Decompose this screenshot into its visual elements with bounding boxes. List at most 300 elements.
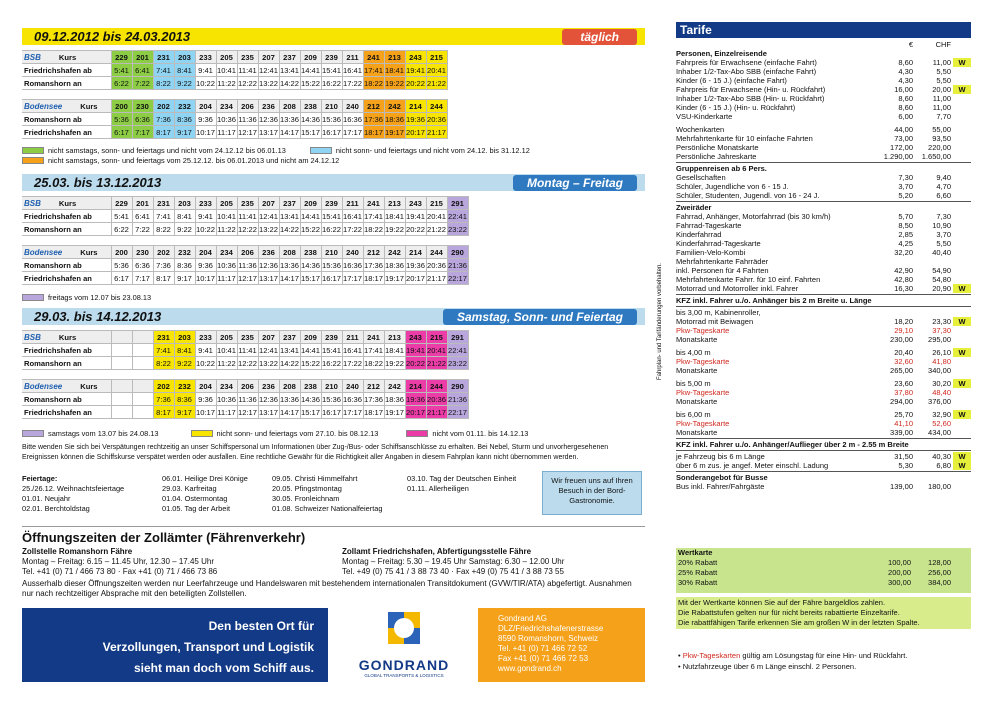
tariff-row: Pkw-Tageskarte 37,80 48,40 bbox=[676, 388, 951, 397]
row-label: Friedrichshafen an bbox=[22, 126, 111, 139]
row-label: BSB Kurs bbox=[22, 51, 111, 64]
tariff-row: Mehrfahrtenkarte Fahrräder bbox=[676, 257, 769, 266]
departure-time: 10:36 bbox=[216, 394, 236, 404]
departure-time: 5:41 bbox=[111, 210, 132, 223]
course-number: 235 bbox=[237, 331, 258, 344]
row-label: Bodensee Kurs bbox=[22, 246, 111, 259]
holiday-item: 25./26.12. Weihnachtsfeiertage bbox=[22, 484, 125, 493]
departure-time: 6:17 bbox=[111, 272, 132, 285]
departure-time: 10:22 bbox=[195, 224, 215, 234]
wertkarte-note-line: Mit der Wertkarte können Sie auf der Fähre bargeldlos zahlen. bbox=[678, 598, 886, 607]
departure-time: 9:36 bbox=[195, 393, 216, 406]
departure-time: 19:22 bbox=[384, 358, 404, 368]
departure-time: 16:22 bbox=[321, 358, 341, 368]
section3-header bbox=[22, 308, 645, 325]
legend-s1-b: nicht samstags, sonn- und feiertags vom 25.12.12. bis 06.01.2013 und nicht am 24.12.12 bbox=[22, 156, 339, 165]
departure-time: 22:17 bbox=[447, 273, 467, 283]
departure-time: 9:41 bbox=[195, 64, 216, 77]
departure-time: 19:17 bbox=[384, 407, 404, 417]
tariff-row: Persönliche Monatskarte 172,00 220,00 bbox=[676, 143, 951, 152]
departure-time: 11:22 bbox=[217, 358, 236, 368]
departure-time: 5:36 bbox=[111, 113, 132, 126]
departure-time: 7:17 bbox=[132, 126, 153, 139]
departure-time: 8:36 bbox=[174, 393, 195, 406]
departure-time: 15:41 bbox=[321, 345, 341, 355]
course-number: 210 bbox=[321, 100, 342, 113]
course-number: 206 bbox=[237, 100, 258, 113]
customs-section bbox=[22, 526, 645, 599]
tariff-row: Kinder (6 - 15 J.) (einfache Fahrt) 4,30 5,50 bbox=[676, 76, 951, 85]
wertkarte-row: 30% Rabatt 300,00 384,00 bbox=[678, 578, 951, 587]
course-number: 208 bbox=[279, 246, 300, 259]
course-number: 212 bbox=[363, 246, 384, 259]
address-line: Tel. +41 (0) 71 466 72 52 bbox=[498, 644, 588, 653]
departure-time: 23:22 bbox=[447, 358, 467, 368]
departure-time: 13:36 bbox=[279, 394, 299, 404]
course-number: 232 bbox=[174, 246, 195, 259]
departure-time: 10:22 bbox=[195, 358, 215, 368]
departure-time: 18:36 bbox=[384, 260, 404, 270]
tariff-row: bis 6,00 m 25,70 32,90 W bbox=[676, 410, 971, 419]
departure-time: 17:22 bbox=[342, 224, 362, 234]
course-number: 242 bbox=[384, 246, 405, 259]
course-number: 231 bbox=[153, 51, 174, 64]
course-number: 239 bbox=[321, 197, 342, 210]
departure-time: 15:36 bbox=[321, 394, 341, 404]
departure-time: 10:17 bbox=[195, 407, 215, 417]
tariff-row: Monatskarte 265,00 340,00 bbox=[676, 366, 951, 375]
tariff-row: Bus inkl. Fahrer/Fahrgäste 139,00 180,00 bbox=[676, 482, 951, 491]
course-number: 215 bbox=[426, 51, 447, 64]
course-number: 241 bbox=[363, 197, 384, 210]
course-number: 231 bbox=[153, 331, 174, 344]
course-number: 236 bbox=[258, 100, 279, 113]
departure-time: 8:41 bbox=[174, 210, 195, 223]
holiday-item: 20.05. Pfingstmontag bbox=[272, 484, 342, 493]
timetable-s2-rh bbox=[22, 245, 469, 285]
departure-time: 17:36 bbox=[363, 114, 383, 124]
departure-time: 16:17 bbox=[321, 273, 341, 283]
departure-time: 13:22 bbox=[258, 78, 278, 88]
holiday-item: 01.05. Tag der Arbeit bbox=[162, 504, 231, 513]
departure-time: 18:17 bbox=[363, 407, 383, 417]
address-line: www.gondrand.ch bbox=[498, 664, 562, 673]
course-number: 239 bbox=[321, 51, 342, 64]
course-number: 230 bbox=[132, 100, 153, 113]
tariff-row: Kinderfahrrad 2,85 3,70 bbox=[676, 230, 951, 239]
departure-time: 23:22 bbox=[447, 224, 467, 234]
departure-time: 18:17 bbox=[363, 273, 383, 283]
departure-time: 11:36 bbox=[238, 394, 257, 404]
departure-time bbox=[132, 344, 153, 357]
row-label: Romanshorn an bbox=[22, 223, 111, 236]
departure-time: 7:36 bbox=[153, 259, 174, 272]
departure-time: 10:41 bbox=[216, 211, 236, 221]
holiday-item: 01.01. Neujahr bbox=[22, 494, 71, 503]
course-number: 237 bbox=[279, 331, 300, 344]
course-number: 234 bbox=[216, 380, 237, 393]
departure-time: 8:41 bbox=[174, 344, 195, 357]
departure-time: 11:36 bbox=[238, 114, 257, 124]
departure-time: 14:36 bbox=[300, 394, 320, 404]
course-number: 210 bbox=[321, 246, 342, 259]
departure-time: 11:22 bbox=[217, 224, 236, 234]
course-number: 211 bbox=[342, 331, 363, 344]
course-number: 229 bbox=[111, 51, 132, 64]
row-label: BSB Kurs bbox=[22, 331, 111, 344]
course-number: 200 bbox=[111, 100, 132, 113]
departure-time: 19:17 bbox=[384, 127, 404, 137]
section3-title: 29.03. bis 14.12.2013 bbox=[34, 309, 162, 324]
departure-time: 9:17 bbox=[174, 272, 195, 285]
course-number: 207 bbox=[258, 51, 279, 64]
departure-time: 20:22 bbox=[405, 358, 425, 368]
customs-b-title: Zollamt Friedrichshafen, Abfertigungsstelle Fähre bbox=[342, 547, 532, 556]
departure-time: 20:36 bbox=[426, 114, 446, 124]
section2-tag: Montag – Freitag bbox=[513, 175, 637, 191]
wertkarte-note bbox=[676, 597, 971, 629]
course-number: 229 bbox=[111, 197, 132, 210]
departure-time: 19:41 bbox=[405, 211, 425, 221]
course-number: 237 bbox=[279, 197, 300, 210]
tariff-row: je Fahrzeug bis 6 m Länge 31,50 40,30 W bbox=[676, 452, 971, 461]
departure-time: 20:17 bbox=[405, 407, 425, 417]
tariff-row: Pkw-Tageskarte 32,60 41,80 bbox=[676, 357, 951, 366]
course-number: 211 bbox=[342, 197, 363, 210]
gondrand-address bbox=[478, 608, 645, 682]
departure-time: 14:41 bbox=[300, 345, 320, 355]
tarife-title: Tarife bbox=[676, 22, 971, 38]
row-label: Romanshorn ab bbox=[22, 393, 111, 406]
departure-time: 6:36 bbox=[132, 259, 153, 272]
departure-time: 19:36 bbox=[405, 260, 425, 270]
course-number: 202 bbox=[153, 100, 174, 113]
departure-time: 6:41 bbox=[132, 210, 153, 223]
departure-time: 17:41 bbox=[363, 65, 383, 75]
course-number: 290 bbox=[447, 380, 468, 393]
tariff-row: Inhaber 1/2-Tax-Abo SBB (einfache Fahrt) 4,30 5,50 bbox=[676, 67, 951, 76]
departure-time: 15:22 bbox=[300, 78, 320, 88]
departure-time: 18:41 bbox=[384, 65, 404, 75]
departure-time: 12:22 bbox=[237, 358, 257, 368]
ad-slogan: Den besten Ort für Verzollungen, Transport und Logistik sieht man doch vom Schiff aus. bbox=[22, 608, 328, 682]
departure-time: 8:36 bbox=[174, 113, 195, 126]
departure-time: 5:41 bbox=[111, 64, 132, 77]
departure-time bbox=[132, 393, 153, 406]
departure-time: 10:41 bbox=[216, 65, 236, 75]
departure-time: 19:41 bbox=[405, 65, 425, 75]
course-number: 204 bbox=[195, 246, 216, 259]
departure-time: 9:36 bbox=[195, 259, 216, 272]
section1-title: 09.12.2012 bis 24.03.2013 bbox=[34, 29, 191, 44]
course-number: 213 bbox=[384, 331, 405, 344]
row-label: Friedrichshafen an bbox=[22, 272, 111, 285]
tariff-row: bis 4,00 m 20,40 26,10 W bbox=[676, 348, 971, 357]
tariff-row: Kinder (6 - 15 J.) (Hin- u. Rückfahrt) 8,60 11,00 bbox=[676, 103, 951, 112]
course-number: 207 bbox=[258, 331, 279, 344]
departure-time: 12:17 bbox=[237, 407, 257, 417]
tarife-table: € CHF Personen, Einzelreisende Fahrpreis für Erwachsene (einfache Fahrt) 8,60 11,00 W Inhaber 1/2-Tax-Abo SBB (einfache Fahrt) 4,30 5,50 Kinder (6 - 15 J.) (einfache Fahrt) 4,30 5,50 Fahrpreis für Erwachsene (Hin- u. Rückfahrt) 16,00 20,00 W Inhaber 1/2-Tax-Abo SBB (Hin- u. Rückfahrt) 8,60 11,00 Kinder (6 - 15 J.) (Hin- u. Rückfahrt) 8,60 11,00 VSU-Kinderkarte 6,00 7,70 Wochenkarten 44,00 55,00 Mehrfahrtenkarte für 10 einfache Fahrten 73,00 93,50 Persönliche Monatskarte 172,00 220,00 Persönliche Jahreskarte 1.290,00 1.650,00 Gruppenreisen ab 6 Pers. Gesellschaften 7,30 9,40 Schüler, Jugendliche von 6 - 15 J. 3,70 4,70 Schüler, Studenten, Jugendl. von 16 - 24 J. 5,20 6,60 Zweiräder Fahrrad, Anhänger, Motorfahrrad (bis 30 km/h) 5,70 7,30 Fahrrad-Tageskarte 8,50 10,90 Kinderfahrrad 2,85 3,70 Kinderfahrrad-Tageskarte 4,25 5,50 Familien-Velo-Kombi 32,20 40,40 Mehrfahrtenkarte Fahrräder inkl. Personen für 4 Fahrten 42,90 54,90 Mehrfahrtenkarte Fahrr. für 10 einf. Fahrten 42,80 54,80 Motorrad und Motorroller inkl. Fahrer 16,30 20,90 W KFZ inkl. Fahrer u./o. Anhänger bis 2 m Breite u. Länge bis 3,00 m, Kabinenroller, Motorrad mit Beiwagen 18,20 23,30 W Pkw-Tageskarte 29,10 37,30 Monatskarte 230,00 295,00 bis 4,00 m 20,40 26,10 W Pkw-Tageskarte 32,60 41,80 Monatskarte 265,00 340,00 bis 5,00 m 23,60 30,20 W Pkw-Tageskarte 37,80 48,40 Monatskarte 294,00 376,00 bis 6,00 m 25,70 32,90 W Pkw-Tageskarte 41,10 52,60 Monatskarte 339,00 434,00 KFZ inkl. Fahrer u./o. Anhänger/Auflieger über 2 m - 2.55 m Breite je Fahrzeug bis 6 m Länge 31,50 40,30 W über 6 m zus. je angef. Meter einschl. Ladung 5,30 6,80 W Sonderangebot für Busse Bus inkl. Fahrer/Fahrgäste 139,00 180,00 bbox=[676, 40, 971, 491]
departure-time: 14:17 bbox=[279, 407, 299, 417]
departure-time: 15:36 bbox=[321, 114, 341, 124]
departure-time: 18:22 bbox=[363, 224, 383, 234]
timetable-s3-rh bbox=[22, 379, 469, 419]
departure-time: 22:41 bbox=[447, 345, 467, 355]
departure-time: 8:17 bbox=[153, 126, 174, 139]
section1-tag: täglich bbox=[562, 29, 637, 45]
departure-time: 14:22 bbox=[279, 358, 299, 368]
tariff-row: Fahrpreis für Erwachsene (einfache Fahrt) 8,60 11,00 W bbox=[676, 58, 971, 67]
course-number: 212 bbox=[363, 100, 384, 113]
course-number: 209 bbox=[300, 197, 321, 210]
tariff-row: Familien-Velo-Kombi 32,20 40,40 bbox=[676, 248, 951, 257]
departure-time: 20:41 bbox=[426, 345, 446, 355]
course-number: 240 bbox=[342, 246, 363, 259]
legend-s2: freitags vom 12.07 bis 23.08.13 bbox=[22, 293, 151, 302]
departure-time: 20:36 bbox=[426, 394, 446, 404]
gastronomy-box: Wir freuen uns auf Ihren Besuch in der Bord-Gastronomie. bbox=[542, 471, 642, 515]
departure-time: 12:41 bbox=[258, 211, 278, 221]
course-number: 233 bbox=[195, 51, 216, 64]
customs-a-title: Zollstelle Romanshorn Fähre bbox=[22, 547, 133, 556]
departure-time: 17:36 bbox=[363, 260, 383, 270]
course-number: 236 bbox=[258, 380, 279, 393]
departure-time: 21:22 bbox=[426, 224, 446, 234]
row-label: Romanshorn an bbox=[22, 77, 111, 90]
departure-time: 12:36 bbox=[258, 114, 278, 124]
departure-time: 9:17 bbox=[174, 126, 195, 139]
tariff-row: Persönliche Jahreskarte 1.290,00 1.650,00 bbox=[676, 152, 951, 161]
course-number: 244 bbox=[426, 380, 447, 393]
departure-time: 13:41 bbox=[279, 345, 299, 355]
disclaimer: Bitte wenden Sie sich bei Verspätungen rechtzeitig an unser Schiffspersonal um Informationen über Zug-/Bus- oder Schiffsanschlüsse zu erhalten. Bei Nebel, Sturm und unvorhergesehenen Ereignissen können die Schiffskurse verspätet werden oder ausfallen. Eine rechtliche Gewähr für die Richtigkeit aller Angaben in diesem Fahrplan kann nicht übernommen werden. bbox=[22, 444, 609, 461]
course-number: 206 bbox=[237, 246, 258, 259]
course-number: 214 bbox=[405, 246, 426, 259]
wertkarte-note-line: Die rabattfähigen Tarife erkennen Sie am großen W in der letzten Spalte. bbox=[678, 618, 920, 627]
departure-time: 20:41 bbox=[426, 211, 446, 221]
departure-time: 14:22 bbox=[279, 224, 299, 234]
course-number: 238 bbox=[300, 246, 321, 259]
departure-time: 14:41 bbox=[300, 211, 320, 221]
departure-time: 11:41 bbox=[238, 65, 257, 75]
timetable-s1-fn bbox=[22, 50, 448, 90]
wertkarte-note-line: Die Rabattstufen gelten nur für nicht bereits rabattierte Einzeltarife. bbox=[678, 608, 900, 617]
departure-time: 17:41 bbox=[363, 211, 383, 221]
course-number: 243 bbox=[405, 331, 426, 344]
departure-time: 14:17 bbox=[279, 273, 299, 283]
holidays bbox=[22, 474, 645, 524]
departure-time: 6:41 bbox=[132, 64, 153, 77]
tariff-row: Schüler, Jugendliche von 6 - 15 J. 3,70 4,70 bbox=[676, 182, 951, 191]
departure-time: 10:36 bbox=[216, 114, 236, 124]
departure-time: 19:41 bbox=[405, 345, 425, 355]
departure-time: 20:17 bbox=[405, 273, 425, 283]
departure-time: 8:22 bbox=[153, 223, 174, 236]
course-number: 239 bbox=[321, 331, 342, 344]
departure-time: 12:36 bbox=[258, 260, 278, 270]
departure-time: 11:41 bbox=[238, 345, 257, 355]
departure-time: 8:36 bbox=[174, 259, 195, 272]
departure-time: 11:17 bbox=[217, 127, 236, 137]
row-label: Friedrichshafen ab bbox=[22, 344, 111, 357]
course-number: 203 bbox=[174, 197, 195, 210]
departure-time: 13:36 bbox=[279, 114, 299, 124]
departure-time: 16:17 bbox=[321, 407, 341, 417]
course-number: 242 bbox=[384, 100, 405, 113]
holiday-item: 06.01. Heilige Drei Könige bbox=[162, 474, 248, 483]
section2-header bbox=[22, 174, 645, 191]
course-number: 201 bbox=[132, 51, 153, 64]
tariff-row: KFZ inkl. Fahrer u./o. Anhänger/Auflieger über 2 m - 2.55 m Breite bbox=[676, 440, 909, 449]
course-number: 230 bbox=[132, 246, 153, 259]
course-number: 240 bbox=[342, 100, 363, 113]
departure-time: 18:41 bbox=[384, 345, 404, 355]
departure-time: 11:36 bbox=[238, 260, 257, 270]
departure-time: 6:22 bbox=[111, 223, 132, 236]
customs-note: Ausserhalb dieser Öffnungszeiten werden nur Leerfahrzeuge und Handelswaren mit bestehendem internationalen Transitdokument (GVW/TIR/ATA) abgefertigt. Ausnahmen nur nach rechtzeitiger Absprache mit den beteiligten Zollstellen. bbox=[22, 579, 632, 598]
departure-time: 18:36 bbox=[384, 114, 404, 124]
departure-time: 13:41 bbox=[279, 211, 299, 221]
course-number: 201 bbox=[132, 197, 153, 210]
tariff-row: Inhaber 1/2-Tax-Abo SBB (Hin- u. Rückfahrt) 8,60 11,00 bbox=[676, 94, 951, 103]
holiday-item: 02.01. Berchtoldstag bbox=[22, 504, 90, 513]
address-line: Gondrand AG bbox=[498, 614, 547, 623]
departure-time: 9:22 bbox=[174, 223, 195, 236]
departure-time: 18:36 bbox=[384, 394, 404, 404]
departure-time: 11:41 bbox=[238, 211, 257, 221]
departure-time: 13:41 bbox=[279, 65, 299, 75]
departure-time: 13:36 bbox=[279, 260, 299, 270]
tariff-row: Gruppenreisen ab 6 Pers. bbox=[676, 164, 767, 173]
departure-time: 8:22 bbox=[153, 357, 174, 370]
departure-time bbox=[111, 393, 132, 406]
departure-time: 8:41 bbox=[174, 64, 195, 77]
departure-time: 10:17 bbox=[195, 273, 215, 283]
course-number: 232 bbox=[174, 380, 195, 393]
departure-time: 19:22 bbox=[384, 78, 404, 88]
wertkarte-box: Wertkarte 20% Rabatt 100,00 128,00 25% Rabatt 200,00 256,00 30% Rabatt 300,00 384,00 bbox=[676, 548, 971, 593]
departure-time: 7:22 bbox=[132, 223, 153, 236]
row-label: Friedrichshafen ab bbox=[22, 64, 111, 77]
course-number: 233 bbox=[195, 331, 216, 344]
departure-time: 18:22 bbox=[363, 358, 383, 368]
departure-time: 13:22 bbox=[258, 224, 278, 234]
course-number: 214 bbox=[405, 380, 426, 393]
tariff-row: Sonderangebot für Busse bbox=[676, 473, 768, 482]
departure-time: 6:17 bbox=[111, 126, 132, 139]
departure-time: 14:36 bbox=[300, 114, 320, 124]
departure-time: 14:41 bbox=[300, 65, 320, 75]
departure-time: 6:36 bbox=[132, 113, 153, 126]
row-label: Bodensee Kurs bbox=[22, 100, 111, 113]
timetable-s1-rh bbox=[22, 99, 448, 139]
departure-time: 12:22 bbox=[237, 78, 257, 88]
course-number: 291 bbox=[447, 331, 468, 344]
course-number: 209 bbox=[300, 331, 321, 344]
footnotes: • Pkw-Tageskarten gültig am Lösungstag für eine Hin- und Rückfahrt. • Nutzfahrzeuge über 6 m Länge einschl. 2 Personen. bbox=[678, 651, 908, 671]
departure-time: 12:17 bbox=[237, 127, 257, 137]
departure-time: 6:22 bbox=[111, 77, 132, 90]
tariff-row: KFZ inkl. Fahrer u./o. Anhänger bis 2 m Breite u. Länge bbox=[676, 296, 872, 305]
row-label: Friedrichshafen ab bbox=[22, 210, 111, 223]
departure-time: 9:22 bbox=[174, 77, 195, 90]
tariff-row: Gesellschaften 7,30 9,40 bbox=[676, 173, 951, 182]
course-number: 204 bbox=[195, 380, 216, 393]
tariff-row: Monatskarte 339,00 434,00 bbox=[676, 428, 951, 437]
course-number: 205 bbox=[216, 331, 237, 344]
course-number: 200 bbox=[111, 246, 132, 259]
course-number: 203 bbox=[174, 51, 195, 64]
departure-time: 12:22 bbox=[237, 224, 257, 234]
departure-time: 9:22 bbox=[174, 357, 195, 370]
customs-b-hours: Montag – Freitag: 5.30 – 19.45 Uhr Samstag: 6.30 – 12.00 Uhr bbox=[342, 557, 565, 566]
course-number: 243 bbox=[405, 197, 426, 210]
course-number: 244 bbox=[426, 100, 447, 113]
tariff-row: Personen, Einzelreisende bbox=[676, 49, 767, 58]
departure-time: 21:36 bbox=[447, 394, 467, 404]
course-number: 202 bbox=[153, 380, 174, 393]
tariff-row: Pkw-Tageskarte 41,10 52,60 bbox=[676, 419, 951, 428]
course-number: 210 bbox=[321, 380, 342, 393]
customs-a-hours: Montag – Freitag: 6.15 – 11.45 Uhr, 12.30 – 17.45 Uhr bbox=[22, 557, 214, 566]
wertkarte-row: 20% Rabatt 100,00 128,00 bbox=[678, 558, 951, 567]
departure-time: 21:17 bbox=[426, 273, 446, 283]
departure-time: 19:36 bbox=[405, 114, 425, 124]
address-line: 8590 Romanshorn, Schweiz bbox=[498, 634, 599, 643]
tariff-row: Pkw-Tageskarte 29,10 37,30 bbox=[676, 326, 951, 335]
departure-time: 13:17 bbox=[258, 127, 278, 137]
departure-time: 9:17 bbox=[174, 406, 195, 419]
holiday-item: 01.04. Ostermontag bbox=[162, 494, 228, 503]
departure-time: 15:41 bbox=[321, 211, 341, 221]
customs-a-phone: Tel. +41 (0) 71 / 466 73 80 · Fax +41 (0) 71 / 466 73 86 bbox=[22, 567, 218, 576]
departure-time: 12:17 bbox=[237, 273, 257, 283]
course-number: 232 bbox=[174, 100, 195, 113]
departure-time: 10:17 bbox=[195, 127, 215, 137]
course-number: 215 bbox=[426, 197, 447, 210]
row-label: Romanshorn an bbox=[22, 357, 111, 370]
legend-s1-a: nicht samstags, sonn- und feiertags und nicht vom 24.12.12 bis 06.01.13 nicht sonn- und feiertags und nicht vom 24.12. bis 31.12.12 bbox=[22, 146, 530, 155]
departure-time: 13:22 bbox=[258, 358, 278, 368]
course-number: 207 bbox=[258, 197, 279, 210]
departure-time bbox=[132, 357, 153, 370]
departure-time: 10:41 bbox=[216, 345, 236, 355]
departure-time: 19:17 bbox=[384, 273, 404, 283]
holiday-item: 29.03. Karfreitag bbox=[162, 484, 217, 493]
holiday-item: 03.10. Tag der Deutschen Einheit bbox=[407, 474, 517, 483]
course-number: 235 bbox=[237, 197, 258, 210]
departure-time bbox=[111, 344, 132, 357]
tariff-row: Motorrad und Motorroller inkl. Fahrer 16,30 20,90 W bbox=[676, 284, 971, 293]
course-number: 205 bbox=[216, 197, 237, 210]
section2-title: 25.03. bis 13.12.2013 bbox=[34, 175, 162, 190]
departure-time: 17:22 bbox=[342, 358, 362, 368]
customs-b-phone: Tel. +49 (0) 75 41 / 3 88 73 40 · Fax +49 (0) 75 41 / 3 88 73 55 bbox=[342, 567, 564, 576]
departure-time: 16:36 bbox=[342, 260, 362, 270]
departure-time: 16:22 bbox=[321, 224, 341, 234]
course-number: 238 bbox=[300, 380, 321, 393]
departure-time: 7:36 bbox=[153, 113, 174, 126]
course-number: 202 bbox=[153, 246, 174, 259]
departure-time: 16:36 bbox=[342, 114, 362, 124]
departure-time bbox=[132, 406, 153, 419]
course-number: 208 bbox=[279, 380, 300, 393]
departure-time: 16:41 bbox=[342, 211, 362, 221]
course-number: 291 bbox=[447, 197, 468, 210]
holiday-item: Feiertage: bbox=[22, 474, 58, 483]
departure-time: 17:17 bbox=[342, 127, 362, 137]
section3-tag: Samstag, Sonn- und Feiertag bbox=[443, 309, 637, 325]
